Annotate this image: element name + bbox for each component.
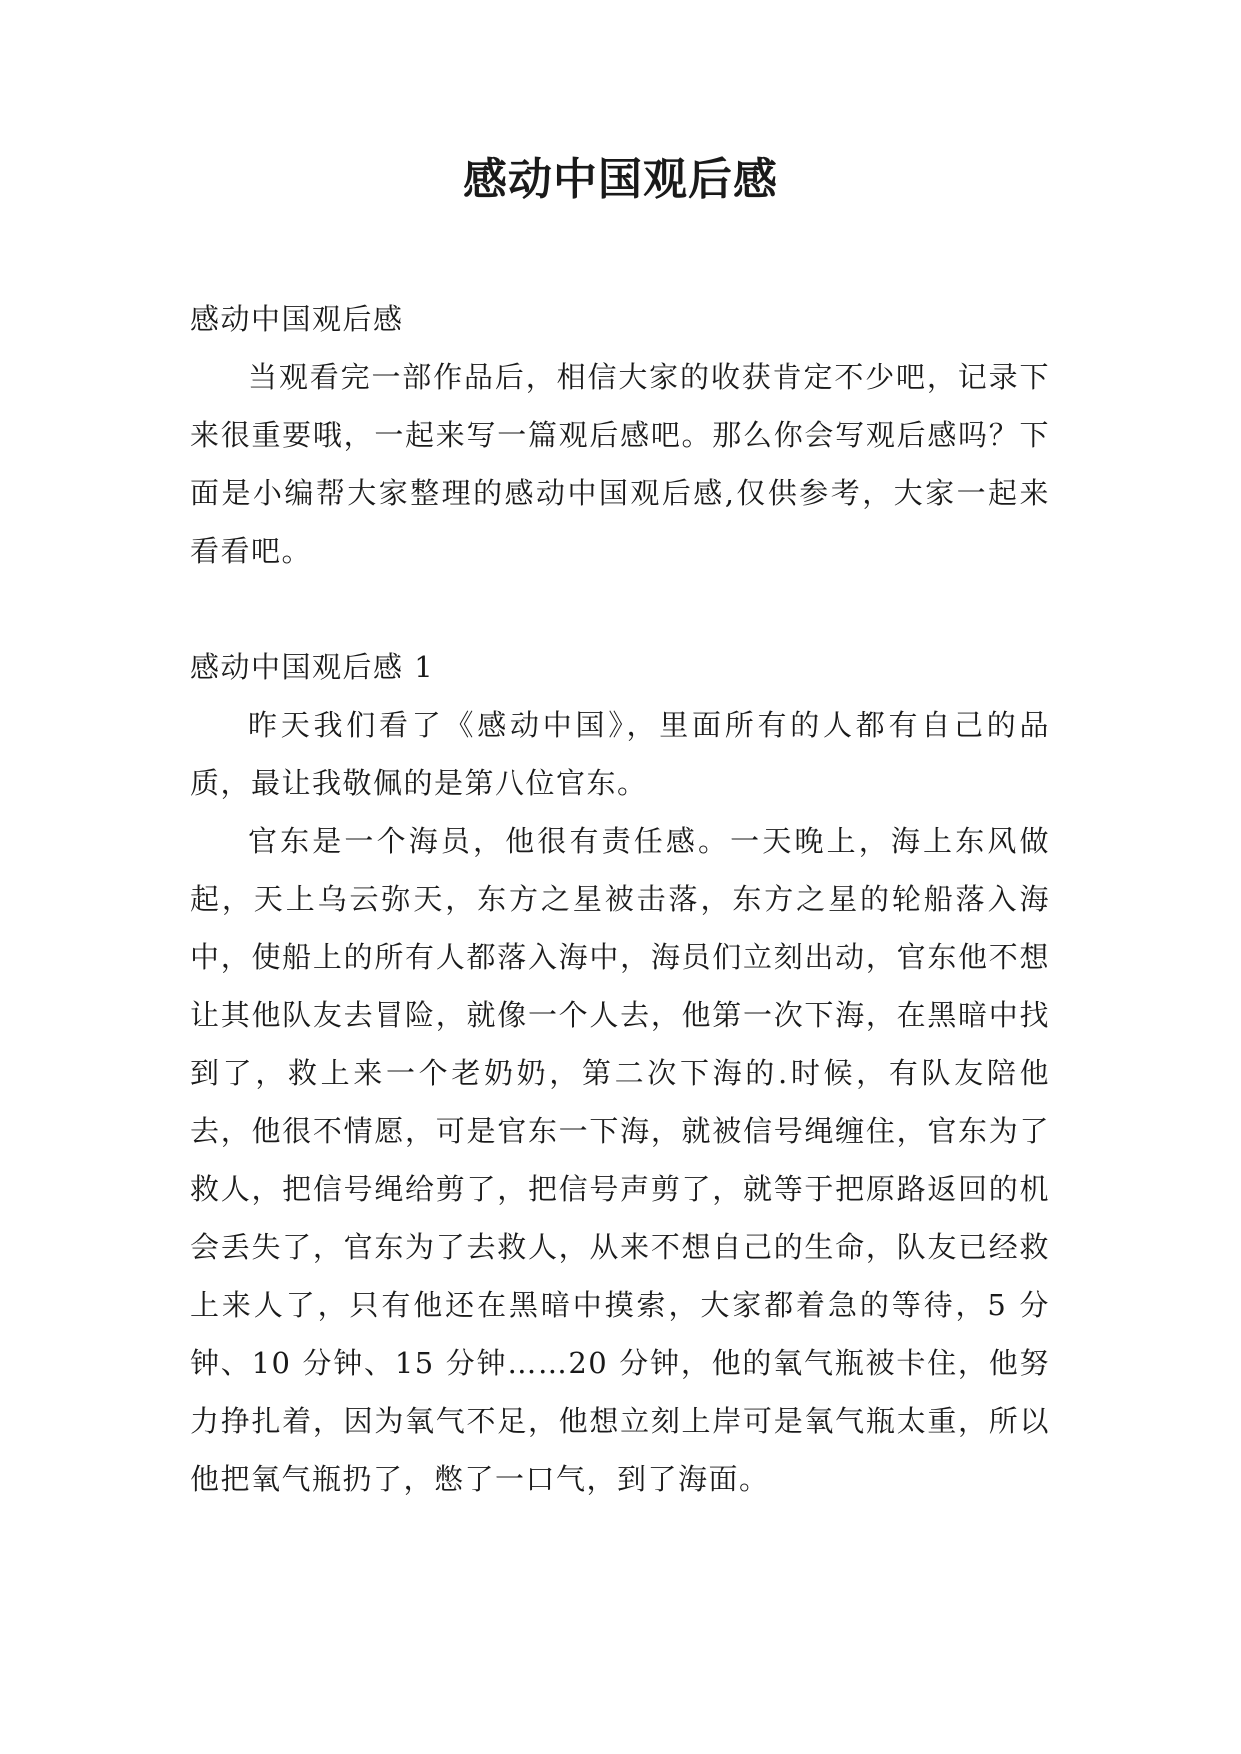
document-title: 感动中国观后感: [463, 154, 778, 205]
section-spacer: [190, 580, 1050, 638]
body-paragraph: 昨天我们看了《感动中国》，里面所有的人都有自己的品质，最让我敬佩的是第八位官东。: [190, 708, 1050, 800]
body-paragraph: 官东是一个海员，他很有责任感。一天晚上，海上东风做起，天上乌云弥天，东方之星被击落，东方之星的轮船落入海中，使船上的所有人都落入海中，海员们立刻出动，官东他不想让其他队友去冒险，就像一个人去，他第一次下海，在黑暗中找到了，救上来一个老奶奶，第二次下海的.时候，有队友陪他去，他很不情愿，可是官东一下海，就被信号绳缠住，官东为了救人，把信号绳给剪了，把信号声剪了，就等于把原路返回的机会丢失了，官东为了去救人，从来不想自己的生命，队友已经救上来人了，只有他还在黑暗中摸索，大家都着急的等待，5 分钟、10 分钟、15 分钟……20 分钟，他的氧气瓶被卡住，他努力挣扎着，因为氧气不足，他想立刻上岸可是氧气瓶太重，所以他把氧气瓶扔了，憋了一口气，到了海面。: [190, 824, 1050, 1496]
intro-heading: 感动中国观后感: [190, 302, 404, 336]
intro-paragraph: 当观看完一部作品后，相信大家的收获肯定不少吧，记录下来很重要哦，一起来写一篇观后感吧。那么你会写观后感吗？下面是小编帮大家整理的感动中国观后感,仅供参考，大家一起来看看吧。: [190, 360, 1050, 568]
document-body: [190, 290, 1050, 1508]
section-heading: 感动中国观后感 1: [190, 650, 435, 684]
